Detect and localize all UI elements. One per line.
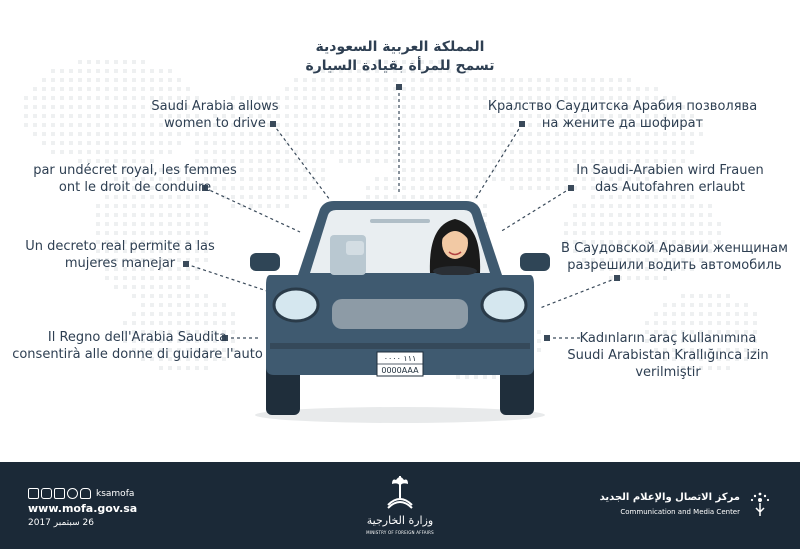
media-center-logo-icon <box>748 490 772 520</box>
headline-arabic: المملكة العربية السعودية تسمح للمرأة بقيادة السيارة <box>305 39 495 74</box>
ministry-logo-text: وزارة الخارجية <box>366 514 434 527</box>
social-icons <box>28 488 134 499</box>
website-link[interactable]: www.mofa.gov.sa <box>28 502 138 515</box>
twitter-icon[interactable] <box>28 488 39 499</box>
car-illustration <box>250 195 550 425</box>
media-center-arabic: مركز الاتصال والإعلام الجديد <box>599 492 740 503</box>
label-russian: В Саудовской Аравии женщинам разрешили водить автомобиль <box>561 241 788 273</box>
headlight-left <box>274 289 318 321</box>
plate-top: ١١١ ٠٠٠٠ <box>383 354 417 363</box>
instagram-icon[interactable] <box>41 488 52 499</box>
date-text: 26 سبتمبر 2017 <box>28 518 94 528</box>
grille <box>332 299 468 329</box>
social-handle[interactable]: ksamofa <box>96 488 135 499</box>
label-german: In Saudi-Arabien wird Frauen das Autofahren erlaubt <box>576 163 764 195</box>
snapchat-icon[interactable] <box>80 488 91 499</box>
media-center-english: Communication and Media Center <box>620 508 740 516</box>
label-french: par undécret royal, les femmes ont le droit de conduire <box>33 163 237 195</box>
label-italian: Il Regno dell'Arabia Saudita consentirà alle donne di guidare l'auto <box>12 330 263 362</box>
label-bulgarian: Кралство Саудитска Арабия позволява на жените да шофират <box>487 99 758 131</box>
youtube-icon[interactable] <box>54 488 65 499</box>
camera-icon[interactable] <box>67 488 78 499</box>
headlight-right <box>482 289 526 321</box>
footer <box>0 462 800 549</box>
plate-bottom: 0000AAA <box>381 366 419 375</box>
saudi-emblem-icon <box>382 474 418 514</box>
ministry-logo-en: MINISTRY OF FOREIGN AFFAIRS <box>366 530 434 535</box>
mirror-left <box>250 253 280 271</box>
mirror-right <box>520 253 550 271</box>
label-turkish: Kadınların araç kullanımına Suudi Arabistan Krallığınca izin verilmiştir <box>567 331 769 380</box>
label-english: Saudi Arabia allows women to drive <box>151 99 279 131</box>
label-spanish: Un decreto real permite a las mujeres manejar <box>25 239 215 271</box>
